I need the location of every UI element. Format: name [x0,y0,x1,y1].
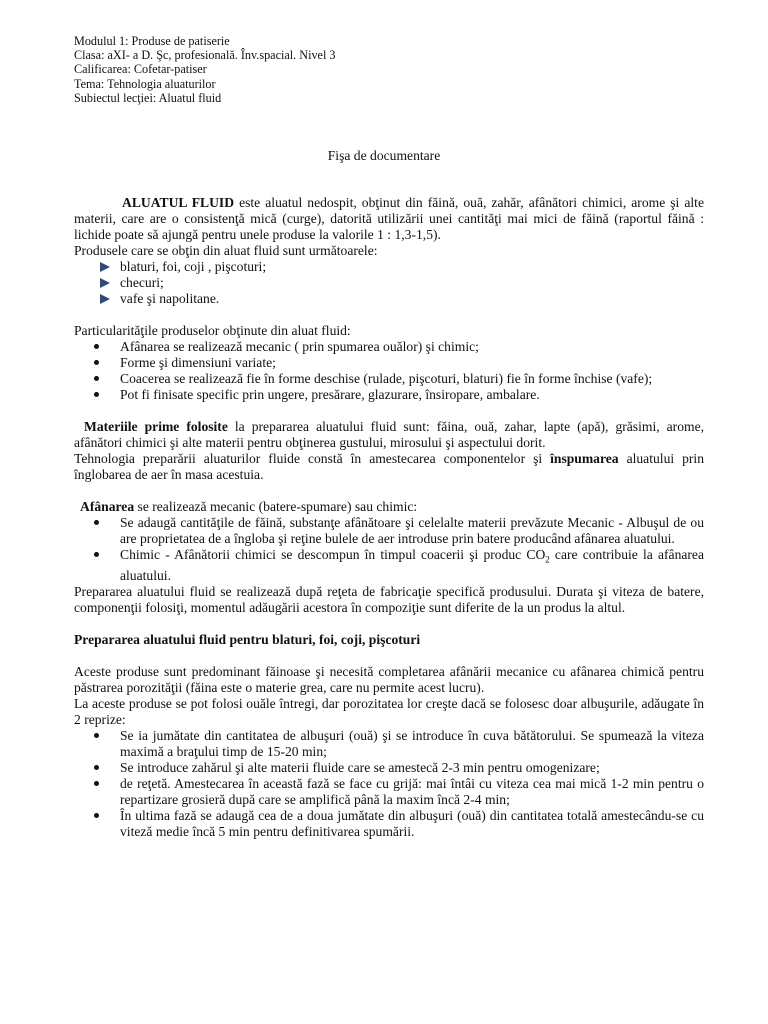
particularities-list [74,339,704,403]
spacer [74,616,704,632]
header-module: Modulul 1: Produse de patiserie [74,34,230,48]
intro-paragraph [74,195,704,243]
list-item: Forme şi dimensiuni variate; [120,355,704,371]
products-list [74,259,704,307]
list-item: Se ia jumătate din cantitatea de albuşuri (ouă) şi se introduce în cuva bătătorului. Se spumează la viteza maximă a braţului timp de 15-20 min; [120,728,704,760]
header-class: Clasa: aXI- a D. Şc, profesională. Înv.spacial. Nivel 3 [74,48,336,63]
leavening-paragraph: Afânarea se realizează mecanic (batere-spumare) sau chimic: [80,499,418,514]
header-theme: Tema: Tehnologia aluaturilor [74,76,216,91]
technology-term: înspumarea [550,451,619,466]
leavening-list [74,515,704,584]
round-bullet-icon [94,360,99,365]
section-paragraph: La aceste produse se pot folosi ouăle întregi, dar porozitatea lor creşte dacă se folosesc doar albuşurile, adăugate în 2 reprize: [74,695,704,727]
list-item: de reţetă. Amestecarea în această fază se face cu grijă: mai întâi cu viteza cea mai mică 1-2 min pentru o repartizare grosieră după care se amplifică până la maxim încă 2-4 min; [120,776,704,808]
spacer [74,403,704,419]
document-title: Fişa de documentare [327,148,441,163]
round-bullet-icon [94,552,99,557]
materials-paragraph: Materiile prime folosite la prepararea aluatului fluid sunt: făina, ouă, zahar, lapte (apă), grăsimi, arome, afânători chimici şi alte materii pentru obţinerea gustului, mirosului şi aspectului dorit. [74,419,705,450]
round-bullet-icon [94,392,99,397]
list-item: Se adaugă cantităţile de făină, substanţe afânătoare şi celelalte materii prevăzute Mecanic - Albuşul de ou are proprietatea de a îngloba şi reţine bulele de aer introduse prin batere producând afânarea aluatului. [120,515,704,547]
list-item: vafe şi napolitane. [100,291,704,307]
round-bullet-icon [94,781,99,786]
round-bullet-icon [94,344,99,349]
preparation-paragraph: Prepararea aluatului fluid se realizează după reţeta de fabricaţie specifică produsului. Durata şi viteza de batere, componenţii folosiţi, momentul adăugării acestora în compoziţie sunt diferite de la un produs la altul. [74,583,704,615]
leavening-term: Afânarea [80,499,135,514]
intro-term: ALUATUL FLUID [122,195,235,210]
list-item: Afânarea se realizează mecanic ( prin spumarea ouălor) şi chimic; [120,339,704,355]
materials-term: Materiile prime folosite [84,419,228,434]
round-bullet-icon [94,765,99,770]
spacer [74,648,704,664]
list-item: Coacerea se realizează fie în forme deschise (rulade, pişcoturi, blaturi) fie în forme închise (vafe); [120,371,704,387]
particularities-intro: Particularităţile produselor obţinute din aluat fluid: [74,323,351,338]
arrow-bullet-icon [100,262,110,272]
section-heading: Prepararea aluatului fluid pentru blaturi, foi, coji, pişcoturi [74,631,421,647]
round-bullet-icon [94,733,99,738]
round-bullet-icon [94,520,99,525]
arrow-bullet-icon [100,278,110,288]
document-body [74,195,704,840]
list-item: Pot fi finisate specific prin ungere, presărare, glazurare, însiropare, ambalare. [120,387,704,403]
intro-text: este aluatul nedospit, obţinut din făină, ouă, zahăr, afânători chimici, arome şi alte materii, care are o consistenţă mică (curge), datorită utilizării unei cantităţi mai mici de făină (raportul făină : lichide poate să ajungă pentru unele produse la valorile 1 : 1,3-1,5). [74,195,704,242]
list-item: blaturi, foi, coji , pişcoturi; [100,259,704,275]
steps-list [74,728,704,840]
list-item: Chimic - Afânătorii chimici se descompun în timpul coacerii şi produc $CO_2$ care contribuie la afânarea aluatului. [120,547,704,584]
technology-paragraph: Tehnologia preparării aluaturilor fluide constă în amestecarea componentelor şi înspumarea aluatului prin înglobarea de aer în masa acestuia. [74,451,704,482]
list-item: În ultima fază se adaugă cea de a doua jumătate din albuşuri (ouă) din cantitatea totală amestecându-se cu viteză medie încă 5 min pentru definitivarea spumării. [120,808,704,840]
header-subject: Subiectul lecţiei: Aluatul fluid [74,90,222,105]
section-paragraph: Aceste produse sunt predominant făinoase şi necesită completarea afânării mecanice cu afânarea chimică pentru păstrarea porozităţii (făina este o materie grea, care nu permite acest lucru). [74,663,704,695]
spacer [74,307,704,323]
list-item: Se introduce zahărul şi alte materii fluide care se amestecă 2-3 min pentru omogenizare; [120,760,704,776]
list-item: checuri; [100,275,704,291]
arrow-bullet-icon [100,294,110,304]
round-bullet-icon [94,376,99,381]
round-bullet-icon [94,813,99,818]
products-intro: Produsele care se obţin din aluat fluid sunt următoarele: [74,243,378,258]
document-header [74,34,336,105]
spacer [74,483,704,499]
header-qualification: Calificarea: Cofetar-patiser [74,62,207,77]
